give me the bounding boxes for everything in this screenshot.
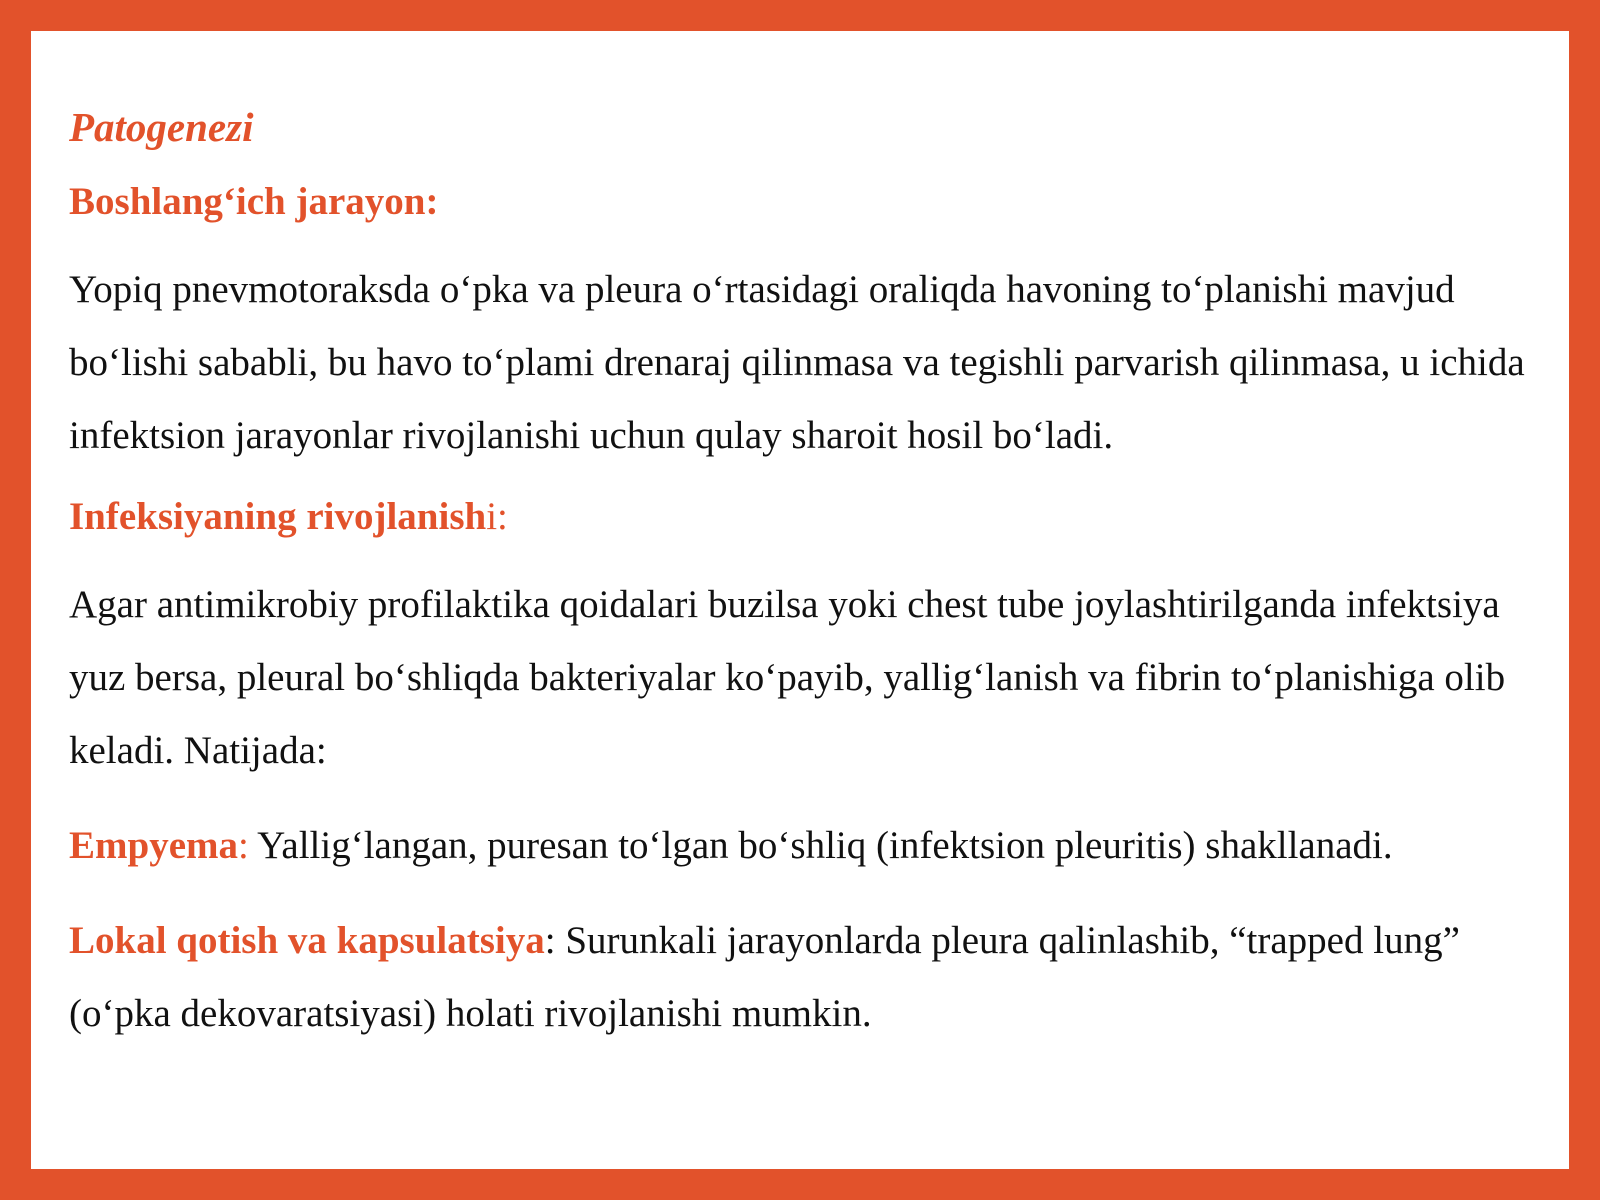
section-heading-bold: Infeksiyaning rivojlanish xyxy=(69,494,487,538)
term-label: Empyema xyxy=(69,823,238,867)
term-item-empyema xyxy=(69,809,1529,882)
section-body-infection-development: Agar antimikrobiy profilaktika qoidalari buzilsa yoki chest tube joylashtirilganda infektsiya yuz bersa, pleural bo‘shliqda bakteriyalar ko‘payib, yallig‘lanish va fibrin to‘planishiga olib keladi. Natijada: xyxy=(69,582,1506,772)
term-label: Lokal qotish va kapsulatsiya xyxy=(69,918,545,962)
section-heading-tail: i: xyxy=(486,494,508,538)
section-body-initial-process: Yopiq pnevmotoraksda o‘pka va pleura o‘rtasidagi oraliqda havoning to‘planishi mavjud bo‘lishi sababli, bu havo to‘plami drenaraj qilinmasa va tegishli parvarish qilinmasa, u ichida infektsion jarayonlar rivojlanishi uchun qulay sharoit hosil bo‘ladi. xyxy=(69,267,1525,457)
section-heading-initial-process: Boshlang‘ich jarayon: xyxy=(69,180,439,224)
term-item-local-capsulation xyxy=(69,904,1529,1050)
term-separator: : xyxy=(238,823,249,867)
section-heading-infection-development xyxy=(69,494,1529,541)
page-title: Patogenezi xyxy=(69,104,254,150)
term-definition: Surunkali jarayonlarda pleura qalinlashib, “trapped lung” (o‘pka dekovaratsiyasi) holati rivojlanishi mumkin. xyxy=(69,918,1460,1035)
term-separator: : xyxy=(544,918,556,962)
slide xyxy=(31,31,1569,1169)
term-definition: Yallig‘langan, puresan to‘lgan bo‘shliq (infektsion pleuritis) shakllanadi. xyxy=(248,823,1393,867)
